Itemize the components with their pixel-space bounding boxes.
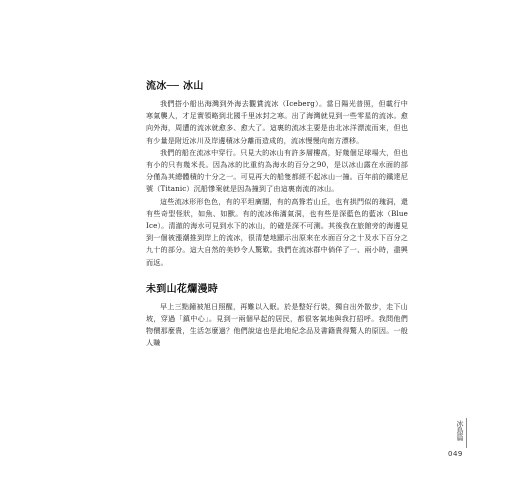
paragraph: 早上三點鐘被旭日照醒，再難以入眠。於是整好行裝，獨自出外散步，走下山坡，穿過「鎮中心」。見到一兩個早起的居民，都很客氣地與我打招呼。我問他們物價那麼貴，生活怎麼過？他們說這也是此地紀念品及書籍貴得驚人的原因。一般人賺 [146, 301, 408, 348]
section-iceberg [146, 80, 408, 269]
page-content [146, 80, 408, 350]
section-heading: 流冰── 冰山 [146, 81, 204, 92]
section-heading: 未到山花爛漫時 [146, 283, 219, 295]
chapter-tab: 冰島篇 [456, 420, 464, 441]
paragraph: 我們搭小船出海灣到外海去觀賞流冰（Iceberg）。當日陽光普照，但載行中寒氣襲人，才足實領略到北國千里冰封之寒。出了海灣就見到一些零星的流冰。愈向外海，周遭的流冰就愈多、愈大了。這裏的流冰主要是由北冰洋漂流而來，但也有少量是附近冰川及岸邊積冰分離而造成的，流冰慢慢向南方漂移。 [146, 99, 408, 145]
paragraph: 我們的船在流冰中穿行。只見大的冰山有許多層樓高，好幾個足球場大，但也有小的只有幾米長。因為冰的比重約為海水的百分之90，是以冰山露在水面的部分僅為其總體積的十分之一。可見再大的船隻都經不起冰山一撞。百年前的鐵達尼號（Titanic）沉船慘案就是因為撞到了由這裏南流的冰山。 [146, 147, 408, 194]
page-number: 049 [448, 450, 463, 458]
paragraph: 這些流冰形形色色，有的平坦廣闊，有的高聳若山丘，也有拱門似的瑰洞，還有些奇型怪狀，如魚、如獸。有的流冰佈滿氣洞，也有些是深藍色的藍冰（Blue Ice）。清澈的海水可見到水下的冰山，的確是深不可測。其後我在旅館旁的海邊見到一個被漲潮推到岸上的流冰，很清楚地顯示出原來在水面百分之十及水下百分之九十的部分。這大自然的美妙令人驚歎。我們在流冰群中倘佯了一、兩小時，盡興而返。 [146, 196, 408, 267]
section-mountain-flowers [146, 283, 408, 350]
section-spacer [146, 269, 408, 283]
side-divider [466, 418, 467, 448]
